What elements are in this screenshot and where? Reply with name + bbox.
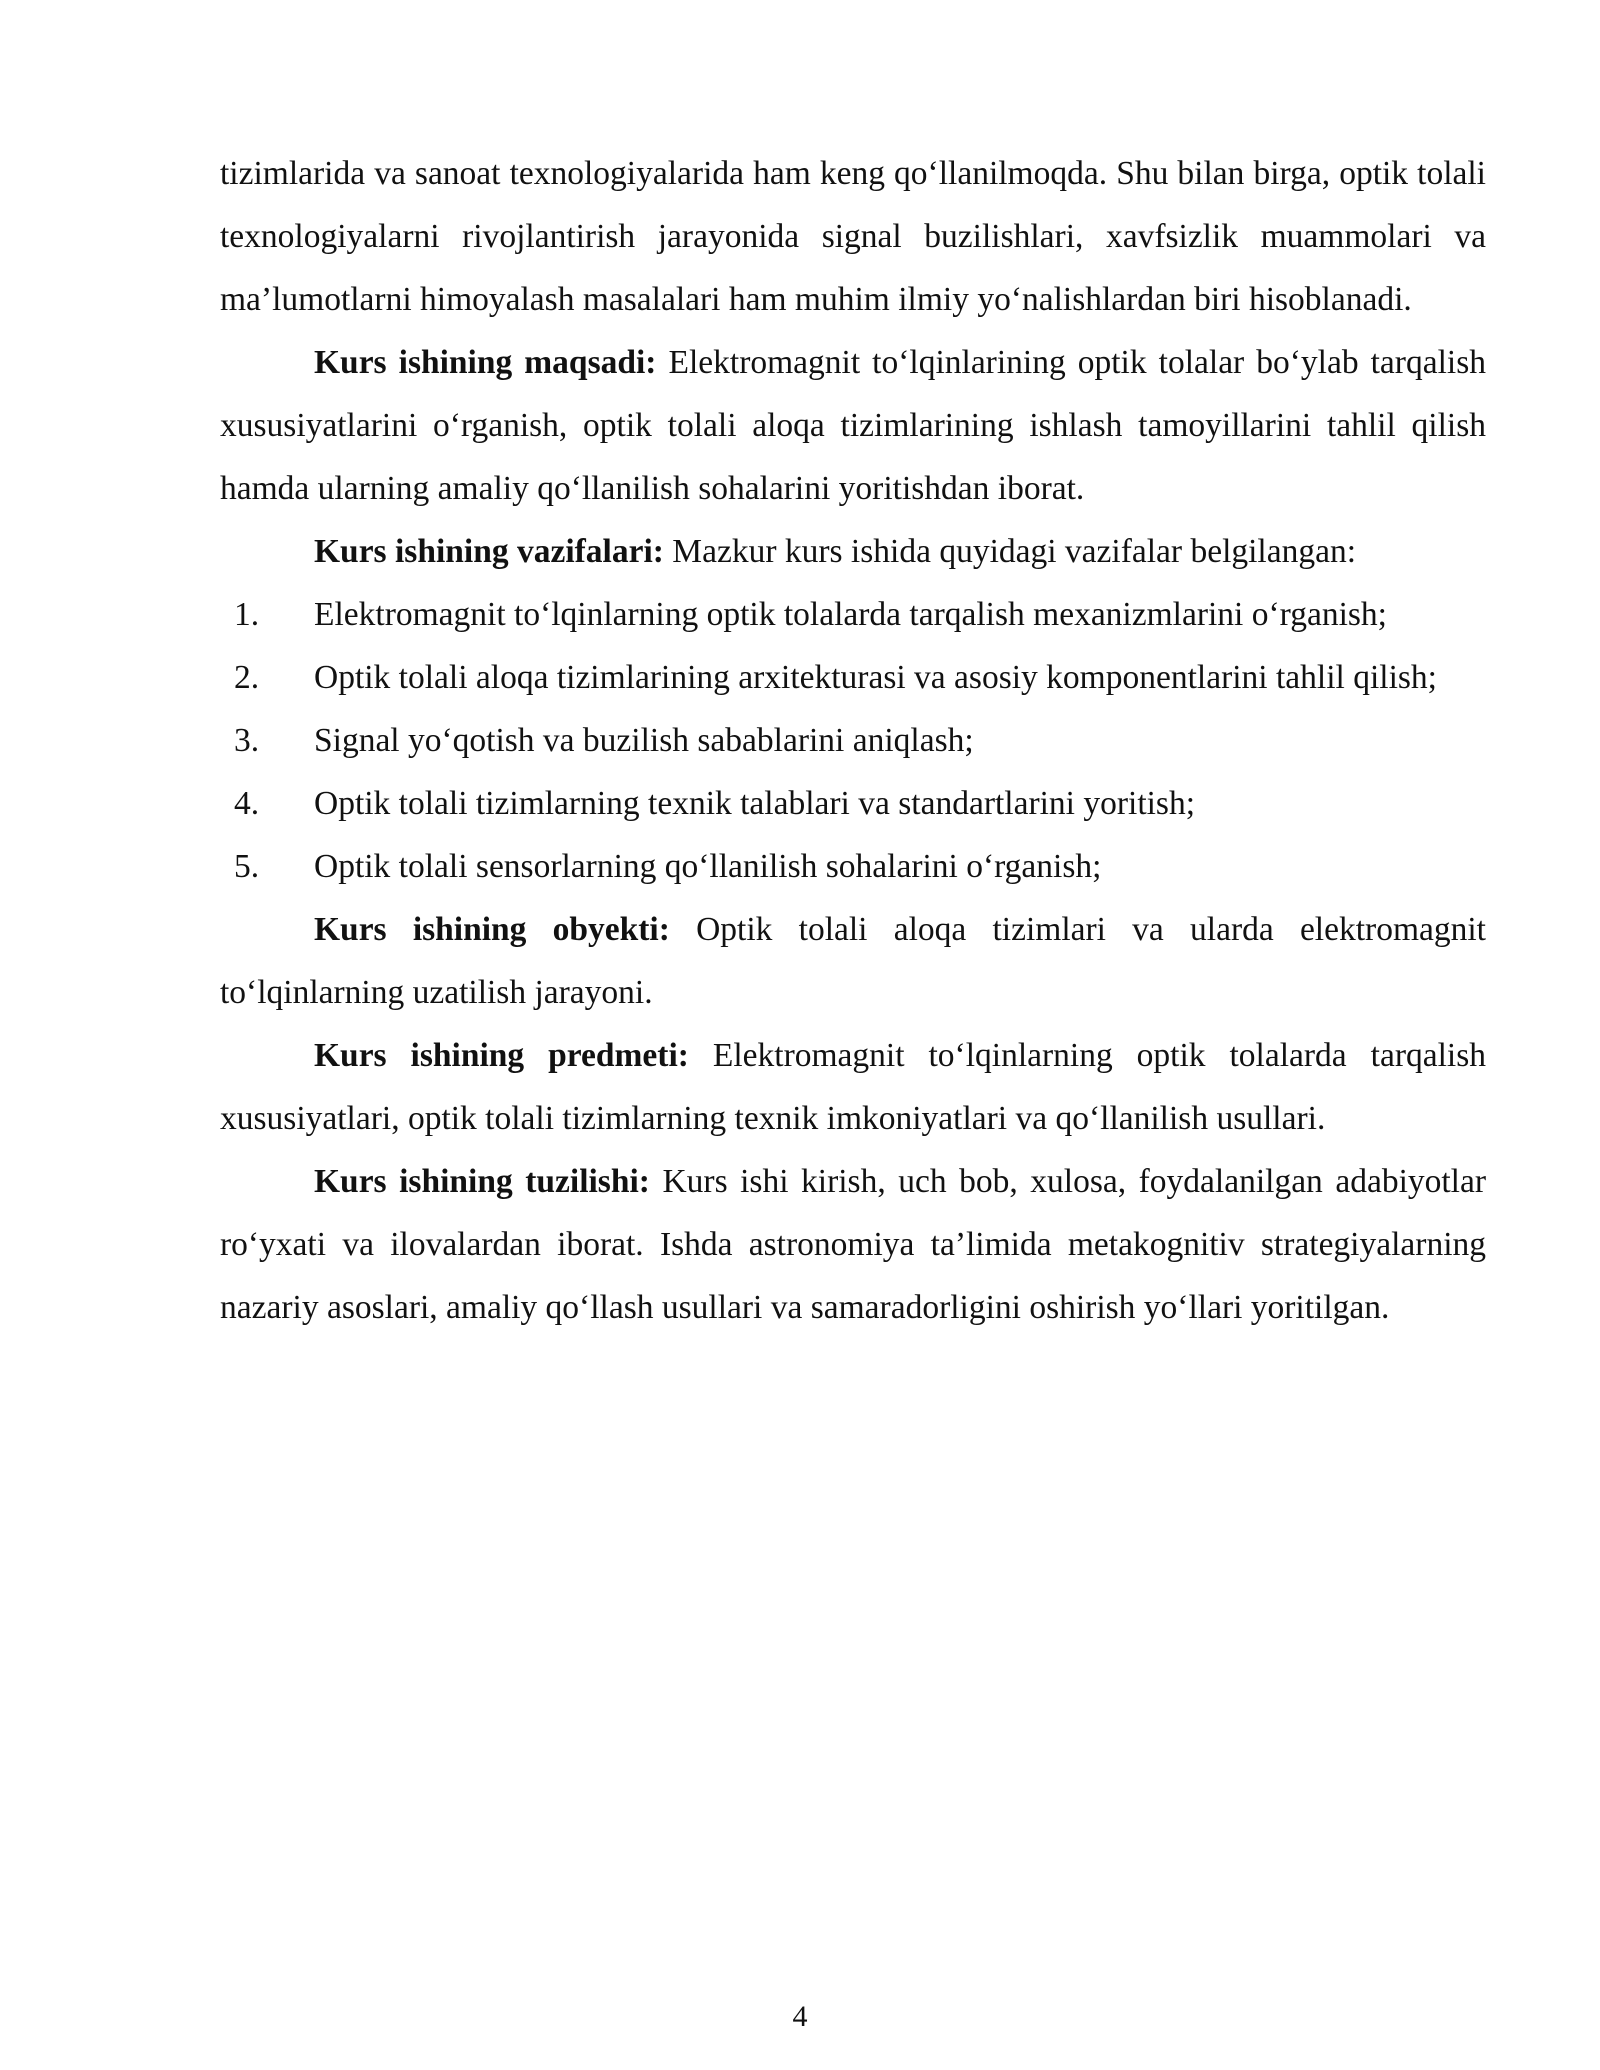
intro-paragraph: tizimlarida va sanoat texnologiyalarida ham keng qo‘llanilmoqda. Shu bilan birga, optik tolali texnologiyalarni rivojlantirish jarayonida signal buzilishlari, xavfsizlik muammolari va ma’lumotlarni himoyalash masalalari ham muhim ilmiy yo‘nalishlardan biri hisoblanadi. bbox=[220, 155, 1486, 318]
structure-label: Kurs ishining tuzilishi: bbox=[314, 1163, 650, 1200]
list-item bbox=[220, 583, 1486, 646]
subject-text: Elektromagnit to‘lqinlarning optik tolalarda tarqalish xususiyatlari, optik tolali tizimlarning texnik imkoniyatlari va qo‘llanilish usullari. bbox=[220, 1037, 1486, 1137]
page-number: 4 bbox=[792, 2000, 808, 2033]
structure-paragraph bbox=[220, 1150, 1486, 1339]
object-paragraph bbox=[220, 898, 1486, 1024]
list-item-text: Optik tolali tizimlarning texnik talablari va standartlarini yoritish; bbox=[314, 785, 1196, 822]
goal-text: Elektromagnit to‘lqinlarining optik tolalar bo‘ylab tarqalish xususiyatlarini o‘rganish, optik tolali aloqa tizimlarining ishlash tamoyillarini tahlil qilish hamda ularning amaliy qo‘llanilish sohalarini yoritishdan iborat. bbox=[220, 344, 1486, 507]
list-item-number: 2. bbox=[234, 659, 260, 696]
tasks-text: Mazkur kurs ishida quyidagi vazifalar belgilangan: bbox=[663, 533, 1357, 570]
list-item bbox=[220, 772, 1486, 835]
goal-paragraph bbox=[220, 331, 1486, 520]
list-item-number: 3. bbox=[234, 722, 260, 759]
structure-text: Kurs ishi kirish, uch bob, xulosa, foydalanilgan adabiyotlar ro‘yxati va ilovalardan iborat. Ishda astronomiya ta’limida metakognitiv strategiyalarning nazariy asoslari, amaliy qo‘llash usullari va samaradorligini oshirish yo‘llari yoritilgan. bbox=[220, 1163, 1487, 1326]
list-item bbox=[220, 709, 1486, 772]
subject-label: Kurs ishining predmeti: bbox=[314, 1037, 689, 1074]
list-item-text: Optik tolali sensorlarning qo‘llanilish sohalarini o‘rganish; bbox=[314, 848, 1102, 885]
object-text: Optik tolali aloqa tizimlari va ularda elektromagnit to‘lqinlarning uzatilish jarayoni. bbox=[220, 911, 1486, 1011]
list-item-text: Optik tolali aloqa tizimlarining arxitekturasi va asosiy komponentlarini tahlil qilish; bbox=[314, 659, 1437, 696]
tasks-label: Kurs ishining vazifalari: bbox=[314, 533, 664, 570]
list-item-text: Signal yo‘qotish va buzilish sabablarini aniqlash; bbox=[314, 722, 974, 759]
list-item-number: 4. bbox=[234, 785, 260, 822]
object-label: Kurs ishining obyekti: bbox=[314, 911, 670, 948]
task-list bbox=[220, 583, 1486, 898]
document-body bbox=[220, 142, 1486, 1339]
list-item-text: Elektromagnit to‘lqinlarning optik tolalarda tarqalish mexanizmlarini o‘rganish; bbox=[314, 596, 1387, 633]
list-item-number: 1. bbox=[234, 596, 260, 633]
list-item bbox=[220, 835, 1486, 898]
list-item bbox=[220, 646, 1486, 709]
subject-paragraph bbox=[220, 1024, 1486, 1150]
tasks-paragraph bbox=[220, 520, 1486, 583]
list-item-number: 5. bbox=[234, 848, 260, 885]
goal-label: Kurs ishining maqsadi: bbox=[314, 344, 657, 381]
